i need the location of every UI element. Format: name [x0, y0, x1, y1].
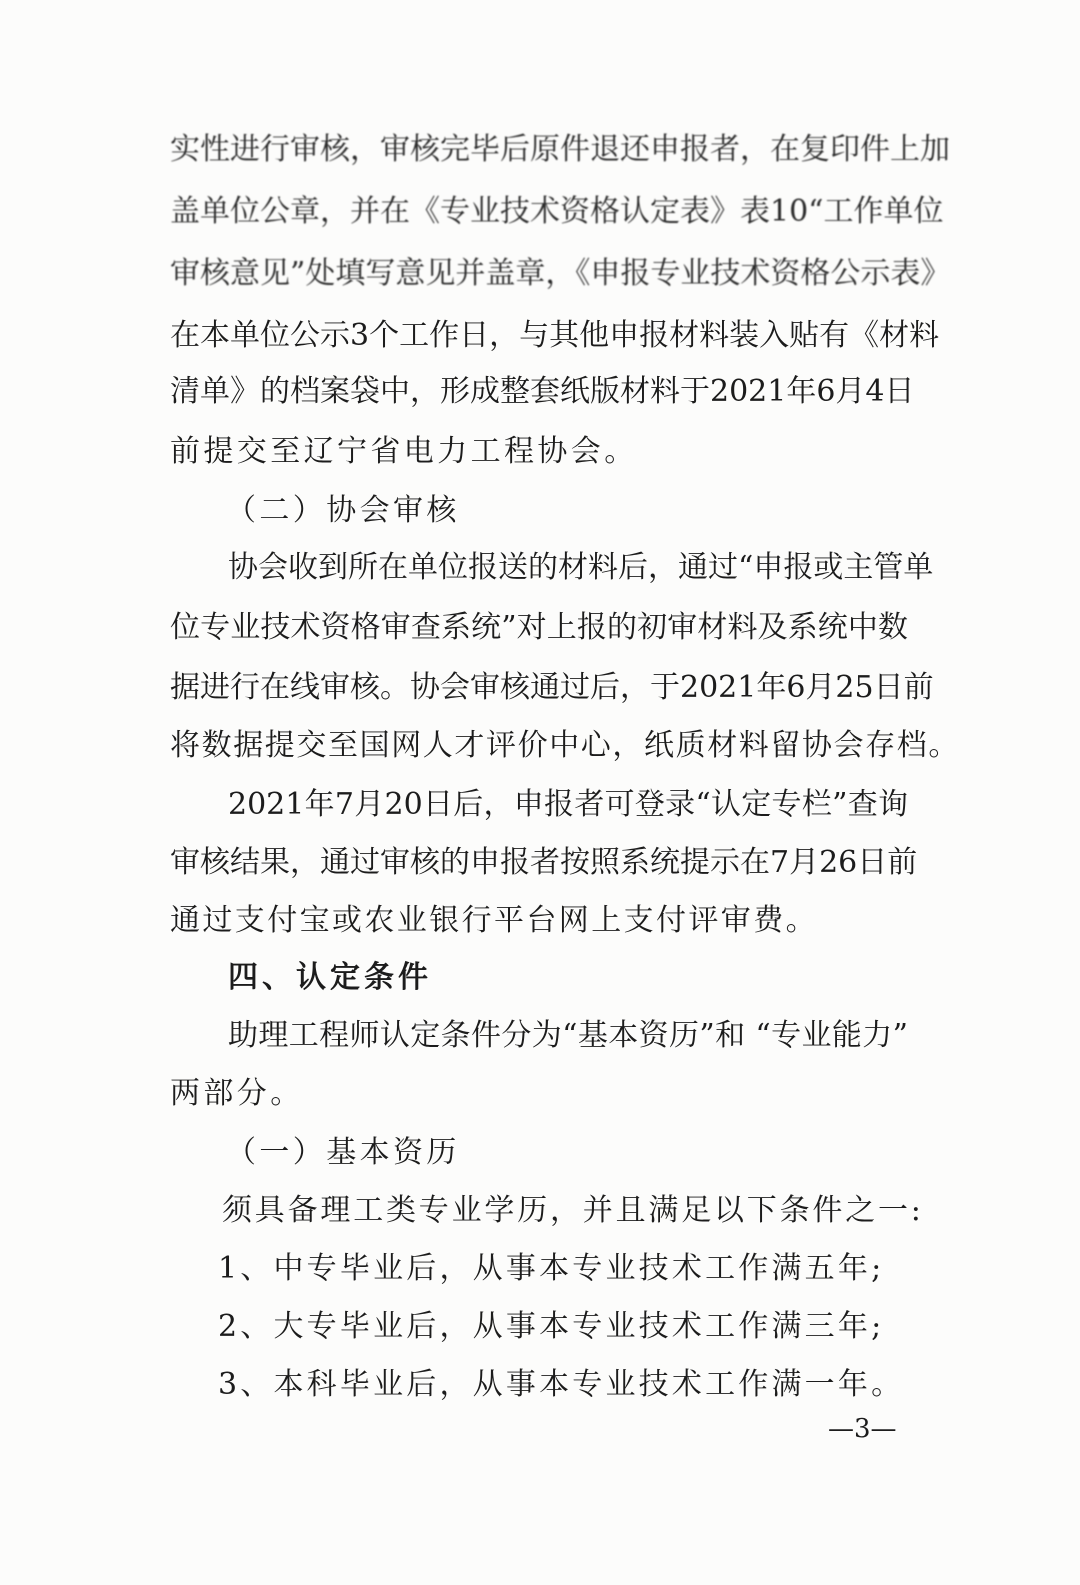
section-4-heading: 四、认定条件 [228, 960, 432, 995]
paragraph-1-line-6: 前提交至辽宁省电力工程协会。 [170, 434, 638, 469]
paragraph-3-line-1: 2021年7月20日后，申报者可登录“认定专栏”查询 [228, 787, 908, 822]
paragraph-3-line-3: 通过支付宝或农业银行平台网上支付评审费。 [170, 903, 818, 938]
paragraph-2-line-3: 据进行在线审核。协会审核通过后，于2021年6月25日前 [170, 670, 934, 705]
paragraph-4-line-2: 两部分。 [170, 1076, 304, 1111]
paragraph-2-line-4: 将数据提交至国网人才评价中心，纸质材料留协会存档。 [170, 728, 960, 763]
paragraph-2-line-2: 位专业技术资格审查系统”对上报的初审材料及系统中数 [170, 610, 908, 645]
paragraph-2-line-1: 协会收到所在单位报送的材料后，通过“申报或主管单 [228, 550, 934, 585]
paragraph-5: 须具备理工类专业学历，并且满足以下条件之一: [222, 1193, 924, 1228]
paragraph-4-line-1: 助理工程师认定条件分为“基本资历”和 “专业能力” [228, 1018, 908, 1053]
paragraph-1-line-5: 清单》的档案袋中，形成整套纸版材料于2021年6月4日 [170, 374, 915, 409]
paragraph-1-line-1: 实性进行审核，审核完毕后原件退还申报者，在复印件上加 [170, 132, 950, 167]
paragraph-1-line-3: 审核意见”处填写意见并盖章，《申报专业技术资格公示表》 [170, 256, 951, 291]
paragraph-1-line-4: 在本单位公示3个工作日，与其他申报材料装入贴有《材料 [170, 318, 940, 353]
condition-item-1: 1、中专毕业后，从事本专业技术工作满五年; [218, 1251, 885, 1286]
condition-item-3: 3、本科毕业后，从事本专业技术工作满一年。 [218, 1367, 905, 1402]
subsection-association-review-title: （二）协会审核 [226, 493, 460, 528]
paragraph-1-line-2: 盖单位公章，并在《专业技术资格认定表》表10“工作单位 [170, 194, 944, 229]
paragraph-3-line-2: 审核结果，通过审核的申报者按照系统提示在7月26日前 [170, 845, 918, 880]
condition-item-2: 2、大专毕业后，从事本专业技术工作满三年; [218, 1309, 885, 1344]
subsection-basic-qualification-title: （一）基本资历 [226, 1135, 460, 1170]
page-number: —3— [828, 1414, 897, 1444]
